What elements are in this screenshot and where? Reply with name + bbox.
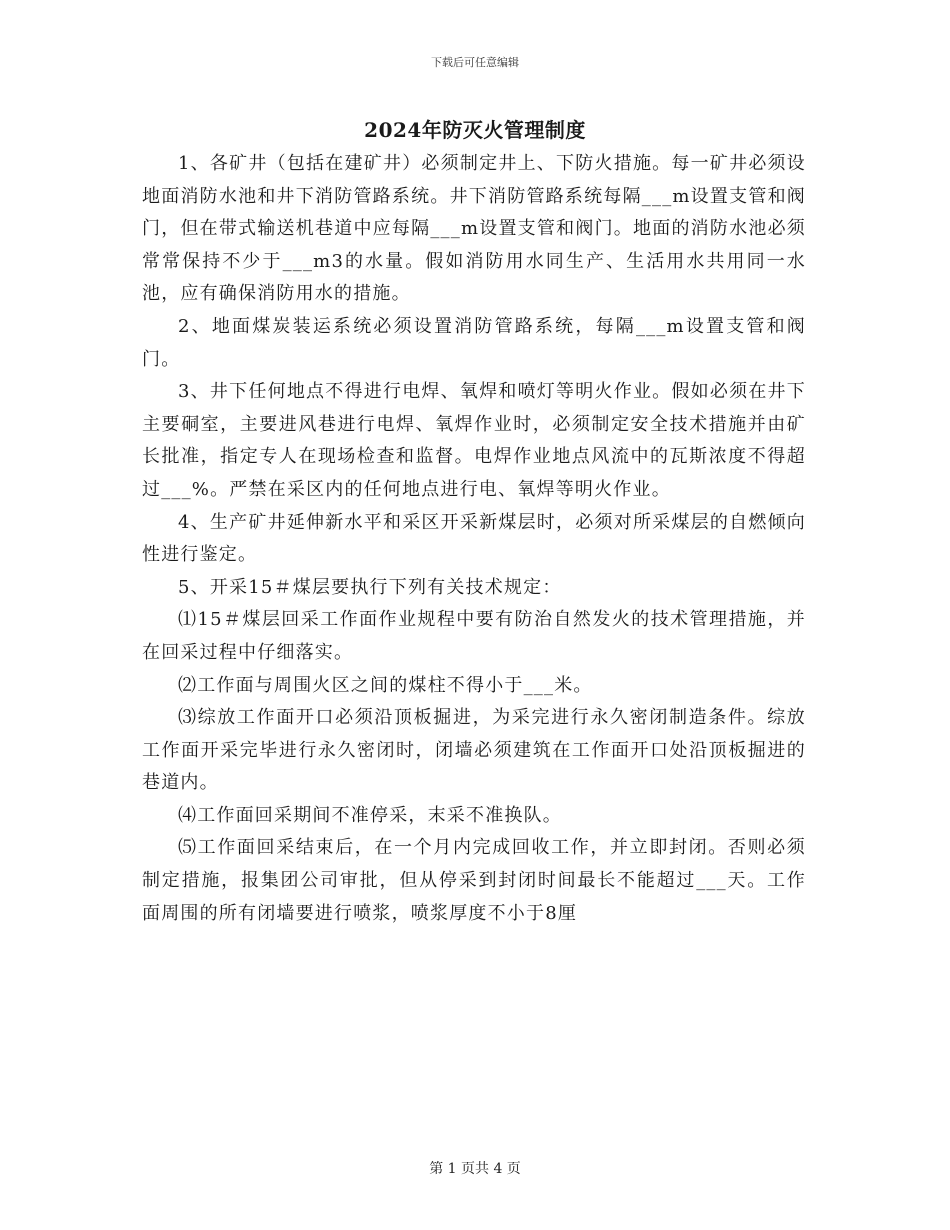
- paragraph-4: 4、生产矿井延伸新水平和采区开采新煤层时，必须对所采煤层的自燃倾向性进行鉴定。: [142, 511, 806, 566]
- paragraph-3: 3、井下任何地点不得进行电焊、氧焊和喷灯等明火作业。假如必须在井下主要硐室，主要进风巷进行电焊、氧焊作业时，必须制定安全技术措施并由矿长批准，指定专人在现场检查和监督。电焊作业地点风流中的瓦斯浓度不得超过___%。严禁在采区内的任何地点进行电、氧焊等明火作业。: [142, 381, 806, 500]
- document-title: 2024年防灭火管理制度: [364, 118, 586, 142]
- paragraph-5-item-3: ⑶综放工作面开口必须沿顶板掘进，为采完进行永久密闭制造条件。综放工作面开采完毕进行永久密闭时，闭墙必须建筑在工作面开口处沿顶板掘进的巷道内。: [142, 707, 806, 794]
- paragraph-5: 5、开采15＃煤层要执行下列有关技术规定：: [178, 576, 562, 598]
- paragraph-5-item-2: ⑵工作面与周围火区之间的煤柱不得小于___米。: [178, 674, 593, 696]
- paragraph-5-item-1: ⑴15＃煤层回采工作面作业规程中要有防治自然发火的技术管理措施，并在回采过程中仔细落实。: [142, 609, 806, 663]
- page-header: 下载后可任意编辑: [431, 56, 519, 69]
- paragraph-5-item-4: ⑷工作面回采期间不准停采，末采不准换队。: [178, 804, 562, 826]
- paragraph-2: 2、地面煤炭装运系统必须设置消防管路系统，每隔___m设置支管和阀门。: [142, 315, 806, 370]
- paragraph-1: 1、各矿井（包括在建矿井）必须制定井上、下防火措施。每一矿井必须设地面消防水池和井下消防管路系统。井下消防管路系统每隔___m设置支管和阀门，但在带式输送机巷道中应每隔___m设置支管和阀门。地面的消防水池必须常常保持不少于___m3的水量。假如消防用水同生产、生活用水共用同一水池，应有确保消防用水的措施。: [142, 153, 806, 305]
- document-body: [142, 148, 806, 930]
- page-footer: 第 1 页共 4 页: [429, 1161, 521, 1177]
- paragraph-5-item-5: ⑸工作面回采结束后，在一个月内完成回收工作，并立即封闭。否则必须制定措施，报集团公司审批，但从停采到封闭时间最长不能超过___天。工作面周围的所有闭墙要进行喷浆，喷浆厚度不小于8厘: [142, 837, 806, 924]
